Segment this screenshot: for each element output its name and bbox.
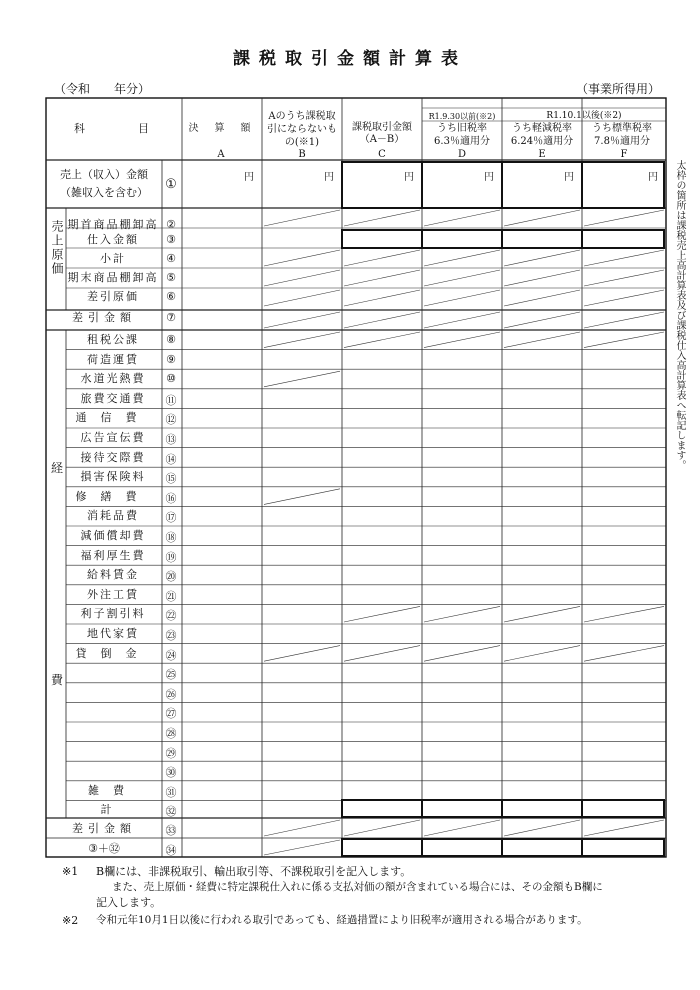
- expense-row-label: 損害保険料: [80, 470, 146, 484]
- diagonal-strike: [504, 210, 580, 226]
- sales-num: ①: [165, 177, 177, 192]
- expense-row-num: ㉜: [165, 805, 177, 819]
- bold-box: [582, 230, 664, 248]
- diagonal-strike: [504, 250, 580, 266]
- diagonal-strike: [344, 312, 420, 328]
- page-title: 課税取引金額計算表: [233, 49, 467, 69]
- expense-row-num: ⑪: [165, 393, 177, 407]
- diagonal-strike: [344, 606, 420, 622]
- diagonal-strike: [584, 332, 664, 348]
- header-group-old: R1.9.30以前(※2): [428, 112, 496, 121]
- cogs-row-label: 仕入金額: [87, 233, 139, 246]
- diagonal-strike: [584, 312, 664, 328]
- expense-row-num: ㉒: [165, 609, 177, 623]
- cogs-row-num: ④: [166, 252, 176, 265]
- diagonal-strike: [584, 646, 664, 662]
- net-label: 差引金額: [72, 822, 136, 835]
- diagonal-strike: [584, 270, 664, 286]
- diagonal-strike: [344, 270, 420, 286]
- header-col-b-letter: B: [298, 149, 306, 160]
- expense-row-label: 広告宣伝費: [80, 431, 146, 444]
- yen-e: 円: [564, 172, 574, 183]
- expense-group-bottom: 費: [51, 673, 64, 687]
- gross-label: 差引金額: [72, 311, 136, 324]
- bold-box: [422, 839, 502, 856]
- expense-row-label: 雑費: [88, 783, 138, 797]
- diagonal-strike: [264, 489, 340, 505]
- expense-row-label: 荷造運賃: [87, 352, 139, 366]
- diagonal-strike: [504, 646, 580, 662]
- total-num: ㉞: [165, 844, 177, 857]
- expense-row-label: 利子割引料: [80, 607, 146, 621]
- header-col-a: 決 算 額: [188, 123, 254, 134]
- diagonal-strike: [584, 820, 664, 836]
- yen-b: 円: [324, 172, 334, 183]
- diagonal-strike: [504, 606, 580, 622]
- total-label: ③＋㉜: [88, 842, 120, 855]
- expense-row-num: ⑰: [165, 511, 177, 525]
- bold-box: [502, 839, 582, 856]
- diagonal-strike: [424, 270, 500, 286]
- expense-row-num: ⑳: [165, 570, 177, 584]
- expense-row-num: ⑨: [166, 352, 176, 366]
- diagonal-strike: [264, 290, 340, 306]
- note2-line1: 令和元年10月1日以後に行われる取引であっても、経過措置により旧税率が適用される場合があります。: [96, 914, 588, 926]
- cogs-row-num: ③: [166, 233, 176, 246]
- diagonal-strike: [504, 290, 580, 306]
- expense-row-num: ㉙: [165, 746, 177, 760]
- diagonal-strike: [584, 250, 664, 266]
- header-item: 科 目: [74, 122, 154, 135]
- diagonal-strike: [424, 312, 500, 328]
- yen-c: 円: [404, 172, 414, 183]
- expense-row-label: 通信費: [75, 411, 151, 425]
- expense-row-num: ⑫: [165, 413, 177, 427]
- expense-row-num: ⑬: [165, 433, 177, 446]
- diagonal-strike: [344, 332, 420, 348]
- header-col-e-letter: E: [538, 149, 546, 160]
- note2-mark: ※2: [62, 914, 79, 927]
- diagonal-strike: [264, 840, 340, 855]
- gross-num: ⑦: [166, 311, 176, 324]
- expense-row-label: 地代家賃: [87, 627, 139, 640]
- diagonal-strike: [264, 250, 340, 266]
- bold-box: [422, 230, 502, 248]
- expense-row-label: 消耗品費: [87, 509, 139, 523]
- cogs-row-num: ⑤: [166, 271, 176, 284]
- expense-row-num: ㉖: [165, 687, 177, 701]
- diagonal-strike: [424, 606, 500, 622]
- diagonal-strike: [504, 270, 580, 286]
- diagonal-strike: [424, 820, 500, 836]
- bold-box: [582, 839, 664, 856]
- header-col-c-letter: C: [378, 149, 386, 160]
- diagonal-strike: [424, 250, 500, 266]
- expense-row-label: 租税公課: [87, 333, 139, 346]
- expense-row-label: 修繕費: [75, 489, 151, 503]
- diagonal-strike: [344, 290, 420, 306]
- cogs-group-label: 売上原価: [50, 220, 64, 276]
- diagonal-strike: [424, 290, 500, 306]
- diagonal-strike: [344, 820, 420, 836]
- expense-row-num: ⑭: [165, 452, 177, 466]
- side-note: 太枠の箇所は課税売上高計算表及び課税仕入高計算表へ転記します。: [674, 160, 685, 470]
- note1-line3: 記入します。: [96, 896, 162, 909]
- cogs-row-label: 期首商品棚卸高: [67, 218, 159, 231]
- business-type-label: （事業所得用）: [576, 82, 661, 96]
- expense-row-num: ㉕: [165, 668, 177, 682]
- bold-box: [342, 230, 422, 248]
- diagonal-strike: [264, 312, 340, 328]
- diagonal-strike: [424, 646, 500, 662]
- cogs-row-label: 小計: [100, 252, 126, 265]
- diagonal-strike: [584, 210, 664, 226]
- net-num: ㉝: [165, 824, 177, 837]
- expense-row-label: 水道光熱費: [80, 372, 146, 386]
- cogs-row-num: ②: [166, 218, 176, 231]
- expense-row-num: ⑧: [166, 333, 176, 346]
- expense-row-label: 旅費交通費: [80, 391, 146, 405]
- expense-row-label: 接待交際費: [80, 450, 146, 464]
- diagonal-strike: [264, 210, 340, 226]
- diagonal-strike: [584, 606, 664, 622]
- sales-sublabel: （雑収入を含む）: [60, 186, 148, 199]
- diagonal-strike: [264, 332, 340, 348]
- expense-row-label: 計: [100, 803, 126, 817]
- yen-f: 円: [648, 172, 658, 183]
- expense-row-num: ㉗: [165, 707, 177, 721]
- note1-line1: B欄には、非課税取引、輸出取引等、不課税取引を記入します。: [96, 865, 412, 878]
- bold-box: [342, 839, 422, 856]
- header-col-b: Aのうち課税取引にならないもの(※1): [267, 111, 337, 148]
- header-col-c: 課税取引金額（A－B）: [352, 122, 412, 145]
- bold-box: [582, 800, 664, 817]
- expense-row-num: ㉓: [165, 629, 177, 642]
- yen-d: 円: [484, 172, 494, 183]
- expense-row-label: 貸倒金: [75, 646, 151, 660]
- expense-group-top: 経: [51, 461, 64, 475]
- cogs-row-label: 差引原価: [87, 290, 139, 303]
- expense-row-num: ⑮: [165, 472, 177, 486]
- diagonal-strike: [344, 250, 420, 266]
- bold-box: [342, 800, 422, 817]
- diagonal-strike: [344, 210, 420, 226]
- diagonal-strike: [264, 371, 340, 387]
- diagonal-strike: [264, 646, 340, 662]
- expense-row-num: ⑯: [165, 491, 177, 505]
- era-label: （令和 年分）: [54, 82, 151, 96]
- expense-row-num: ⑲: [165, 550, 177, 564]
- diagonal-strike: [344, 646, 420, 662]
- header-group-new: R1.10.1以後(※2): [546, 111, 622, 121]
- bold-box: [502, 230, 582, 248]
- diagonal-strike: [504, 820, 580, 836]
- bold-box: [422, 800, 502, 817]
- header-col-f-letter: F: [620, 149, 628, 160]
- diagonal-strike: [264, 820, 340, 836]
- expense-row-num: ⑩: [166, 372, 176, 386]
- header-col-d: うち旧税率6.3％適用分: [434, 123, 490, 147]
- cogs-row-num: ⑥: [166, 290, 176, 303]
- diagonal-strike: [424, 332, 500, 348]
- expense-row-label: 給料賃金: [87, 568, 139, 582]
- header-col-e: うち軽減税率6.24％適用分: [510, 123, 574, 147]
- expense-row-num: ⑱: [165, 531, 177, 544]
- diagonal-strike: [424, 210, 500, 226]
- expense-row-num: ㉔: [165, 648, 177, 662]
- sales-label: 売上（収入）金額: [60, 168, 148, 181]
- diagonal-strike: [504, 312, 580, 328]
- expense-row-num: ㉛: [165, 785, 177, 799]
- expense-row-label: 外注工賃: [87, 587, 139, 601]
- diagonal-strike: [504, 332, 580, 348]
- yen-a: 円: [244, 172, 254, 183]
- header-col-a-letter: A: [217, 149, 225, 160]
- cogs-row-label: 期末商品棚卸高: [67, 271, 159, 284]
- expense-row-label: 減価償却費: [80, 529, 146, 542]
- header-col-d-letter: D: [457, 149, 467, 160]
- header-col-f: うち標準税率7.8％適用分: [592, 123, 652, 147]
- note1-mark: ※1: [62, 865, 79, 878]
- expense-row-num: ㉑: [165, 589, 177, 603]
- expense-row-label: 福利厚生費: [80, 548, 146, 562]
- bold-box: [502, 800, 582, 817]
- diagonal-strike: [584, 290, 664, 306]
- diagonal-strike: [264, 270, 340, 286]
- note1-line2: また、売上原価・経費に特定課税仕入れに係る支払対価の額が含まれている場合には、その金額もB欄に: [112, 881, 603, 893]
- expense-row-num: ㉘: [165, 727, 177, 740]
- expense-row-num: ㉚: [165, 766, 177, 780]
